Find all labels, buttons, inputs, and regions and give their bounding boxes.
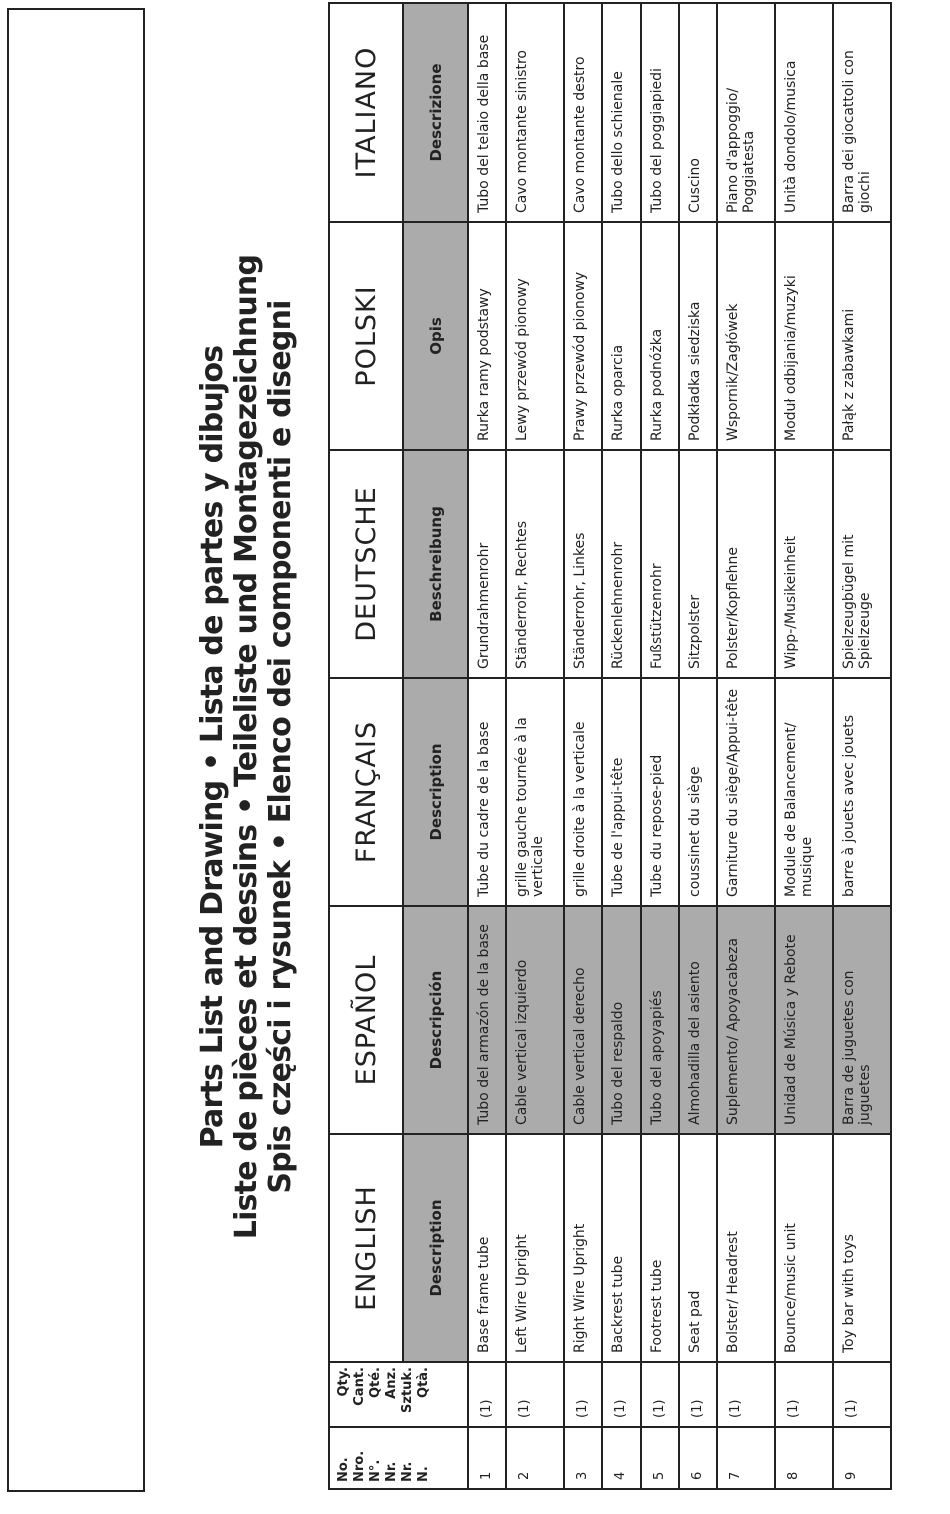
desc-italian: Cuscino: [679, 3, 717, 222]
part-number: 9: [833, 1427, 891, 1489]
desc-polish: Prawy przewód pionowy: [564, 222, 602, 450]
desc-german: Ständerrohr, Linkes: [564, 450, 602, 678]
desc-italian: Cavo montante sinistro: [506, 3, 564, 222]
desc-italian: Unità dondolo/musica: [775, 3, 833, 222]
desc-italian: Tubo dello schienale: [602, 3, 640, 222]
table-row: [506, 3, 564, 1489]
part-quantity: (1): [717, 1362, 775, 1427]
desc-german: Wipp-/Musikeinheit: [775, 450, 833, 678]
language-header-row: [329, 3, 403, 1489]
page-title: [165, 4, 328, 1490]
desc-polish: Lewy przewód pionowy: [506, 222, 564, 450]
table-row: [468, 3, 506, 1489]
title-line-2: Liste de pièces et dessins • Teileliste und Montagezeichnung: [228, 254, 264, 1240]
desc-german: Grundrahmenrohr: [468, 450, 506, 678]
desc-spanish: Cable vertical derecho: [564, 906, 602, 1134]
table-row: [717, 3, 775, 1489]
part-quantity: (1): [641, 1362, 679, 1427]
desc-english: Toy bar with toys: [833, 1134, 891, 1362]
table-row: [833, 3, 891, 1489]
part-number: 5: [641, 1427, 679, 1489]
description-header-polish: Opis: [403, 222, 468, 450]
part-quantity: (1): [564, 1362, 602, 1427]
desc-italian: Barra dei giocattoli con giochi: [833, 3, 891, 222]
description-header-italian: Descrizione: [403, 3, 468, 222]
desc-german: Fußstützenrohr: [641, 450, 679, 678]
language-header-italian: ITALIANO: [329, 3, 403, 222]
desc-spanish: Barra de juguetes con juguetes: [833, 906, 891, 1134]
desc-italian: Tubo del telaio della base: [468, 3, 506, 222]
title-line-3: Spis części i rysunek • Elenco dei componenti e disegni: [262, 300, 298, 1194]
desc-polish: Rurka oparcia: [602, 222, 640, 450]
desc-spanish: Almohadilla del asiento: [679, 906, 717, 1134]
description-header-french: Description: [403, 678, 468, 906]
desc-english: Base frame tube: [468, 1134, 506, 1362]
part-quantity: (1): [775, 1362, 833, 1427]
desc-french: barre à jouets avec jouets: [833, 678, 891, 906]
desc-english: Left Wire Upright: [506, 1134, 564, 1362]
part-number: 7: [717, 1427, 775, 1489]
quantity-column-header: Qty. Cant. Qté. Anz. Sztuk. Qtà.: [329, 1362, 468, 1427]
table-row: [775, 3, 833, 1489]
part-number: 6: [679, 1427, 717, 1489]
table-row: [602, 3, 640, 1489]
desc-polish: Pałąk z zabawkami: [833, 222, 891, 450]
desc-french: Garniture du siège/Appui-tête: [717, 678, 775, 906]
part-number: 1: [468, 1427, 506, 1489]
part-quantity: (1): [602, 1362, 640, 1427]
parts-table: [328, 2, 892, 1490]
desc-polish: Rurka podnóżka: [641, 222, 679, 450]
desc-polish: Wspornik/Zagłówek: [717, 222, 775, 450]
desc-french: grille gauche tournée à la verticale: [506, 678, 564, 906]
desc-french: coussinet du siège: [679, 678, 717, 906]
language-header-spanish: ESPAÑOL: [329, 906, 403, 1134]
description-header-spanish: Descripción: [403, 906, 468, 1134]
desc-german: Sitzpolster: [679, 450, 717, 678]
desc-spanish: Tubo del armazón de la base: [468, 906, 506, 1134]
desc-english: Right Wire Upright: [564, 1134, 602, 1362]
desc-german: Rückenlehnenrohr: [602, 450, 640, 678]
part-quantity: (1): [679, 1362, 717, 1427]
desc-spanish: Unidad de Música y Rebote: [775, 906, 833, 1134]
desc-english: Footrest tube: [641, 1134, 679, 1362]
part-number: 4: [602, 1427, 640, 1489]
desc-english: Bolster/ Headrest: [717, 1134, 775, 1362]
part-quantity: (1): [506, 1362, 564, 1427]
desc-polish: Moduł odbijania/muzyki: [775, 222, 833, 450]
table-row: [641, 3, 679, 1489]
desc-polish: Rurka ramy podstawy: [468, 222, 506, 450]
number-column-header: No. Nro. N°. Nr. Nr. N.: [329, 1427, 468, 1489]
language-header-german: DEUTSCHE: [329, 450, 403, 678]
desc-english: Seat pad: [679, 1134, 717, 1362]
title-line-1: Parts List and Drawing • Lista de partes y dibujos: [194, 345, 230, 1149]
desc-french: Tube de l'appui-tête: [602, 678, 640, 906]
desc-french: grille droite à la verticale: [564, 678, 602, 906]
desc-spanish: Cable vertical izquierdo: [506, 906, 564, 1134]
table-row: [679, 3, 717, 1489]
desc-german: Polster/Kopflehne: [717, 450, 775, 678]
desc-spanish: Tubo del respaldo: [602, 906, 640, 1134]
desc-italian: Piano d'appoggio/ Poggiatesta: [717, 3, 775, 222]
desc-italian: Cavo montante destro: [564, 3, 602, 222]
description-header-german: Beschreibung: [403, 450, 468, 678]
part-number: 8: [775, 1427, 833, 1489]
description-header-english: Description: [403, 1134, 468, 1362]
desc-french: Tube du cadre de la base: [468, 678, 506, 906]
drawing-area: [7, 8, 145, 1492]
desc-german: Spielzeugbügel mit Spielzeuge: [833, 450, 891, 678]
desc-polish: Podkładka siedziska: [679, 222, 717, 450]
table-row: [564, 3, 602, 1489]
language-header-english: ENGLISH: [329, 1134, 403, 1362]
desc-german: Ständerrohr, Rechtes: [506, 450, 564, 678]
desc-english: Backrest tube: [602, 1134, 640, 1362]
desc-spanish: Suplemento/ Apoyacabeza: [717, 906, 775, 1134]
desc-french: Module de Balancement/ musique: [775, 678, 833, 906]
desc-french: Tube du repose-pied: [641, 678, 679, 906]
description-header-row: [403, 3, 468, 1489]
parts-list-page: [165, 4, 873, 1490]
language-header-polish: POLSKI: [329, 222, 403, 450]
part-quantity: (1): [833, 1362, 891, 1427]
desc-spanish: Tubo del apoyapiés: [641, 906, 679, 1134]
part-number: 3: [564, 1427, 602, 1489]
desc-italian: Tubo del poggiapiedi: [641, 3, 679, 222]
language-header-french: FRANÇAIS: [329, 678, 403, 906]
part-quantity: (1): [468, 1362, 506, 1427]
desc-english: Bounce/music unit: [775, 1134, 833, 1362]
part-number: 2: [506, 1427, 564, 1489]
